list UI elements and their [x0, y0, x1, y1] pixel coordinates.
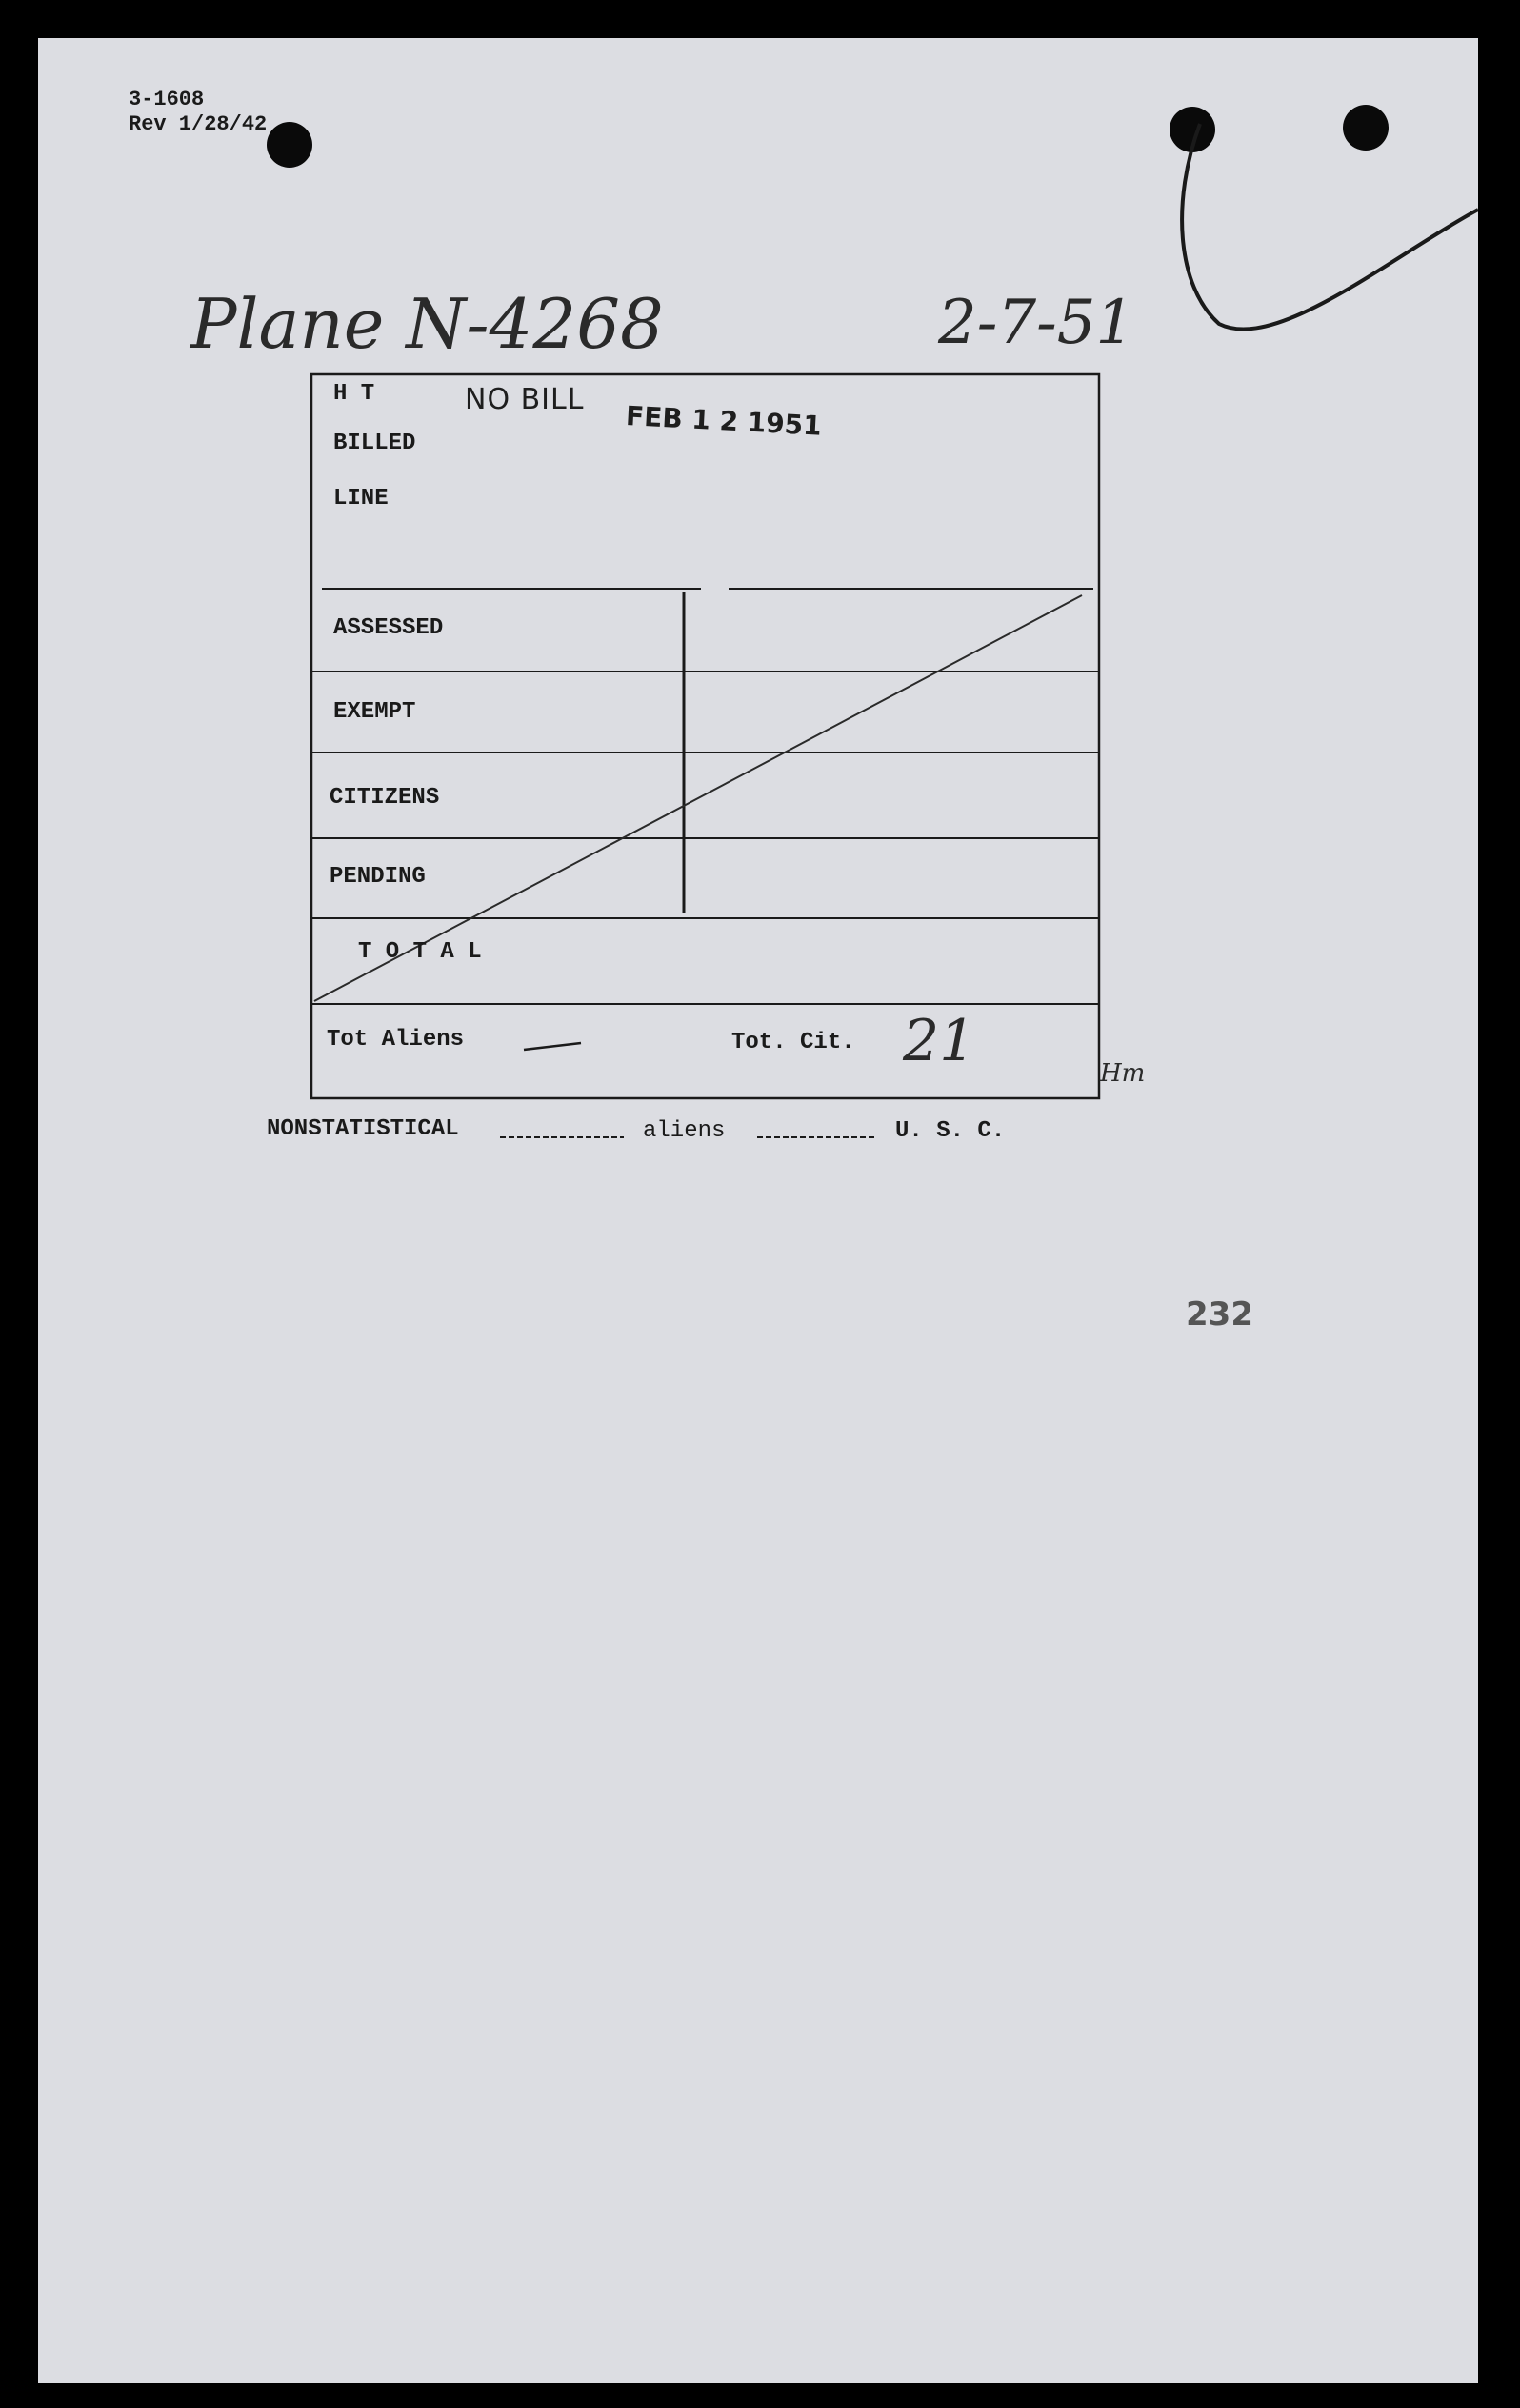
label-nonstatistical: NONSTATISTICAL	[267, 1116, 459, 1142]
label-usc: U. S. C.	[895, 1118, 1006, 1144]
plane-number-handwritten: Plane N-4268	[190, 284, 664, 364]
page-number: 232	[1186, 1295, 1253, 1334]
label-tot-aliens: Tot Aliens	[327, 1027, 465, 1053]
received-date-stamp: FEB 1 2 1951	[625, 400, 823, 442]
date-handwritten: 2-7-51	[938, 288, 1135, 358]
initials-handwritten: Hm	[1100, 1059, 1146, 1088]
label-total: T O T A L	[358, 939, 482, 965]
tot-cit-value-handwritten: 21	[903, 1008, 976, 1074]
label-aliens: aliens	[643, 1118, 726, 1144]
label-line: LINE	[333, 486, 389, 512]
label-pending: PENDING	[330, 864, 426, 890]
label-tot-cit: Tot. Cit.	[731, 1030, 855, 1055]
document-page	[38, 38, 1478, 2383]
no-bill-stamp: NO BILL	[465, 383, 585, 416]
label-billed: BILLED	[333, 431, 416, 456]
form-box-lines	[38, 38, 1478, 2383]
label-ht: H T	[333, 381, 375, 407]
form-revision: Rev 1/28/42	[129, 112, 268, 136]
form-number: 3-1608	[129, 88, 205, 111]
label-citizens: CITIZENS	[330, 785, 440, 811]
label-exempt: EXEMPT	[333, 699, 416, 725]
label-assessed: ASSESSED	[333, 615, 444, 641]
